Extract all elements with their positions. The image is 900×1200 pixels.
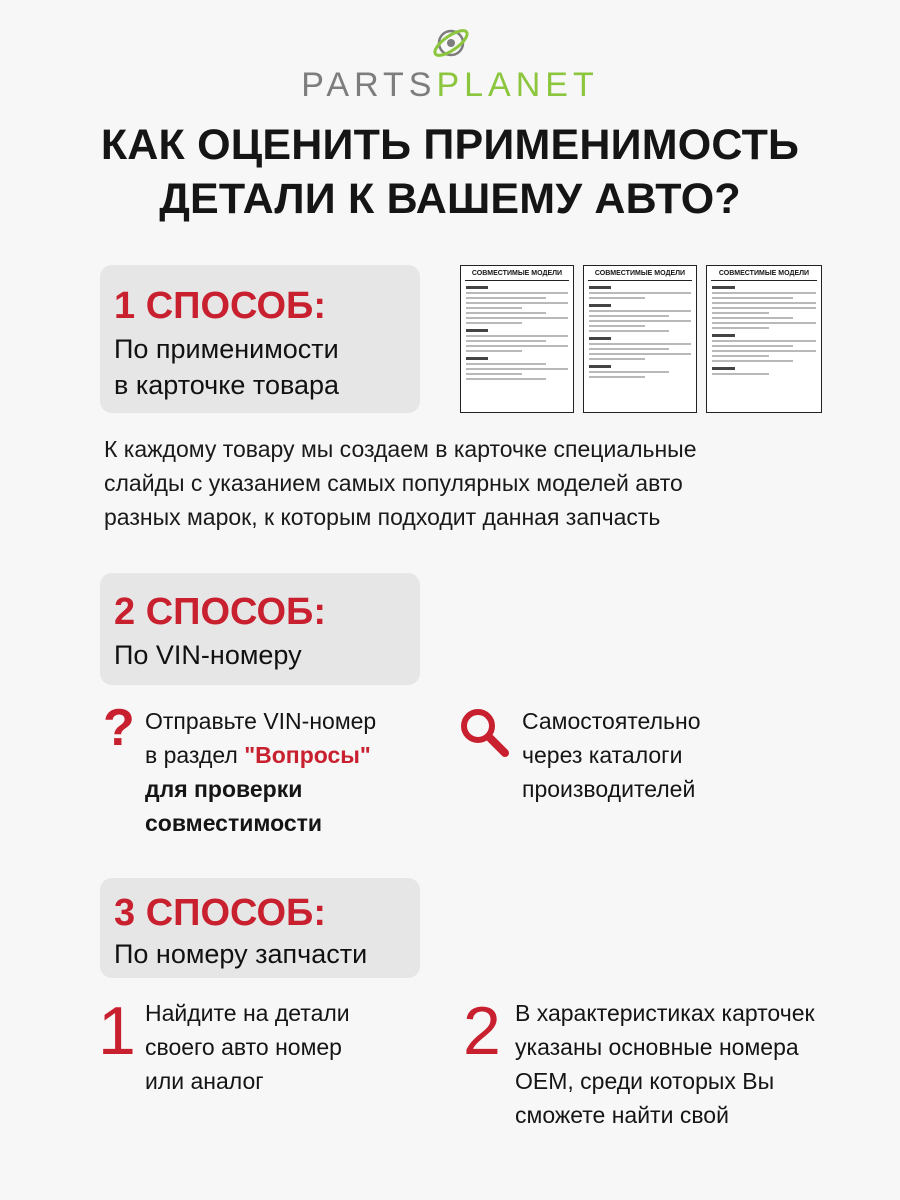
compatibility-slide-2: [583, 265, 697, 413]
method-1-description: [104, 432, 804, 534]
slide-3-model-list: [707, 286, 821, 375]
slide-1-title: СОВМЕСТИМЫЕ МОДЕЛИ: [471, 270, 563, 277]
step-2-line-2: указаны основные номера: [515, 1034, 799, 1060]
step-2-line-1: В характеристиках карточек: [515, 1000, 815, 1026]
slide-2-title: СОВМЕСТИМЫЕ МОДЕЛИ: [594, 270, 686, 277]
page-title: [40, 118, 860, 226]
step-2-line-4: сможете найти свой: [515, 1102, 729, 1128]
slide-3-title: СОВМЕСТИМЫЕ МОДЕЛИ: [718, 270, 810, 277]
step-2-line-3: OEM, среди которых Вы: [515, 1068, 775, 1094]
slide-1-model-list: [461, 286, 573, 380]
method-2-card: [100, 573, 420, 685]
method-1-subtitle: [114, 331, 339, 403]
compatibility-slide-1: [460, 265, 574, 413]
logo-part-parts: PARTS: [301, 66, 437, 104]
step-1-line-3: или аналог: [145, 1068, 264, 1094]
slide-1-divider: [465, 280, 569, 281]
step-1-line-2: своего авто номер: [145, 1034, 342, 1060]
title-line-1: КАК ОЦЕНИТЬ ПРИМЕНИМОСТЬ: [100, 121, 800, 169]
catalog-line-3: производителей: [522, 776, 696, 802]
method-2-subtitle: По VIN-номеру: [114, 640, 302, 670]
description-line-3: разных марок, к которым подходит данная запчасть: [104, 504, 661, 530]
questions-section-link: "Вопросы": [244, 742, 371, 768]
planet-logo-icon: [430, 22, 472, 62]
magnifier-icon: [458, 706, 510, 758]
method-1-subtitle-line-1: По применимости: [114, 334, 339, 364]
catalog-line-2: через каталоги: [522, 742, 683, 768]
compatibility-slide-3: [706, 265, 822, 413]
step-1-text: [145, 996, 445, 1098]
method-1-card: [100, 265, 420, 413]
step-2-text: [515, 996, 875, 1132]
question-mark-icon: ?: [103, 699, 135, 757]
vin-line-3: для проверки: [145, 776, 303, 802]
step-2-number: 2: [463, 993, 501, 1069]
method-3-heading: 3 СПОСОБ:: [114, 892, 327, 934]
description-line-1: К каждому товару мы создаем в карточке специальные: [104, 436, 697, 462]
vin-line-4: совместимости: [145, 810, 323, 836]
brand-logo-text: [0, 66, 900, 105]
vin-line-1: Отправьте VIN-номер: [145, 708, 377, 734]
step-1-number: 1: [98, 993, 136, 1069]
slide-2-divider: [588, 280, 692, 281]
slide-3-divider: [711, 280, 817, 281]
catalog-instructions: [522, 704, 782, 806]
catalog-line-1: Самостоятельно: [522, 708, 701, 734]
slide-2-model-list: [584, 286, 696, 378]
method-3-subtitle: По номеру запчасти: [114, 939, 368, 969]
method-3-card: [100, 878, 420, 978]
vin-instructions: [145, 704, 435, 840]
step-1-line-1: Найдите на детали: [145, 1000, 350, 1026]
vin-line-2-prefix: в раздел: [145, 742, 245, 768]
title-line-2: ДЕТАЛИ К ВАШЕМУ АВТО?: [159, 175, 741, 223]
method-1-subtitle-line-2: в карточке товара: [114, 370, 340, 400]
method-2-heading: 2 СПОСОБ:: [114, 591, 327, 633]
method-1-heading: 1 СПОСОБ:: [114, 285, 327, 327]
description-line-2: слайды с указанием самых популярных моделей авто: [104, 470, 683, 496]
vin-line-2: [145, 738, 435, 772]
logo-part-planet: PLANET: [436, 66, 599, 104]
